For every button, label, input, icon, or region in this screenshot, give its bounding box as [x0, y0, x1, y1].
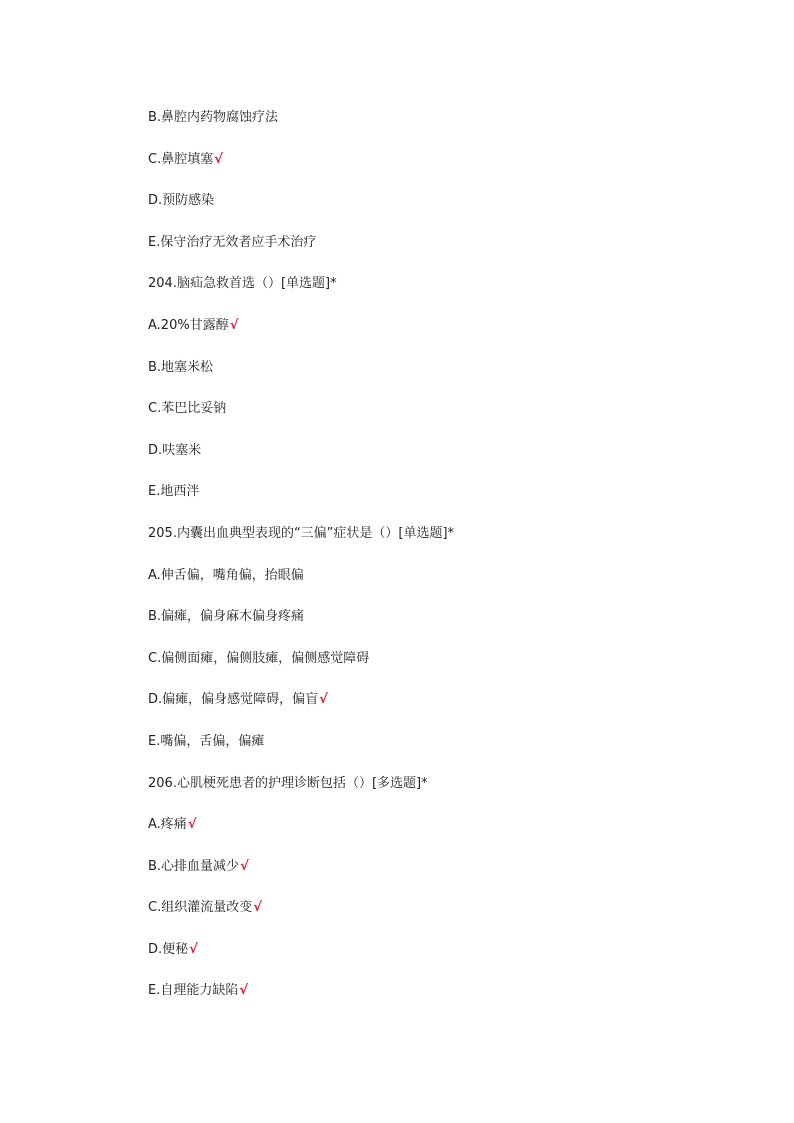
check-mark-icon: √ [240, 858, 249, 874]
option-line [148, 480, 748, 522]
option-line [148, 813, 748, 855]
line-text: B.心排血量减少 [148, 858, 240, 874]
line-text: B.偏瘫，偏身麻木偏身疼痛 [148, 609, 305, 625]
line-text: E.保守治疗无效者应手术治疗 [148, 234, 317, 250]
line-text: D.呋塞米 [148, 442, 202, 458]
question-line [148, 272, 748, 314]
question-line [148, 772, 748, 814]
line-text: C.偏侧面瘫，偏侧肢瘫，偏侧感觉障碍 [148, 650, 370, 666]
check-mark-icon: √ [189, 941, 198, 957]
line-text: C.鼻腔填塞 [148, 151, 214, 167]
line-text: A.疼痛 [148, 817, 187, 833]
line-text: E.自理能力缺陷 [148, 983, 239, 999]
option-line [148, 397, 748, 439]
option-line [148, 439, 748, 481]
line-text: B.鼻腔内药物腐蚀疗法 [148, 110, 279, 125]
question-text: 205.内囊出血典型表现的“三偏”症状是（）[单选题]* [148, 525, 455, 541]
line-text: A.伸舌偏，嘴角偏，抬眼偏 [148, 567, 304, 583]
check-mark-icon: √ [229, 317, 239, 333]
line-text: E.嘴偏，舌偏，偏瘫 [148, 733, 265, 749]
check-mark-icon: √ [214, 151, 223, 167]
question-line [148, 522, 748, 564]
option-line [148, 356, 748, 398]
check-mark-icon: √ [239, 983, 249, 999]
option-line [148, 314, 748, 356]
option-line [148, 896, 748, 938]
line-text: C.组织灌流量改变 [148, 900, 253, 916]
line-text: B.地塞米松 [148, 359, 214, 375]
line-text: C.苯巴比妥钠 [148, 401, 227, 417]
check-mark-icon: √ [319, 692, 328, 708]
check-mark-icon: √ [253, 900, 262, 916]
question-text: 206.心肌梗死患者的护理诊断包括（）[多选题]* [148, 775, 428, 791]
option-line [148, 231, 748, 273]
option-line [148, 979, 748, 1021]
line-text: A.20%甘露醇 [148, 317, 229, 333]
question-text: 204.脑疝急救首选（）[单选题]* [148, 276, 337, 292]
check-mark-icon: √ [187, 817, 197, 833]
line-text: E.地西泮 [148, 484, 200, 500]
option-line [148, 855, 748, 897]
line-text: D.偏瘫，偏身感觉障碍，偏盲 [148, 692, 319, 708]
option-line [148, 106, 748, 148]
line-text: D.便秘 [148, 941, 189, 957]
option-line [148, 605, 748, 647]
line-text: D.预防感染 [148, 193, 215, 209]
option-line [148, 730, 748, 772]
document-page [148, 106, 748, 1021]
option-line [148, 148, 748, 190]
option-line [148, 647, 748, 689]
option-line [148, 938, 748, 980]
option-line [148, 189, 748, 231]
option-line [148, 564, 748, 606]
option-line [148, 688, 748, 730]
